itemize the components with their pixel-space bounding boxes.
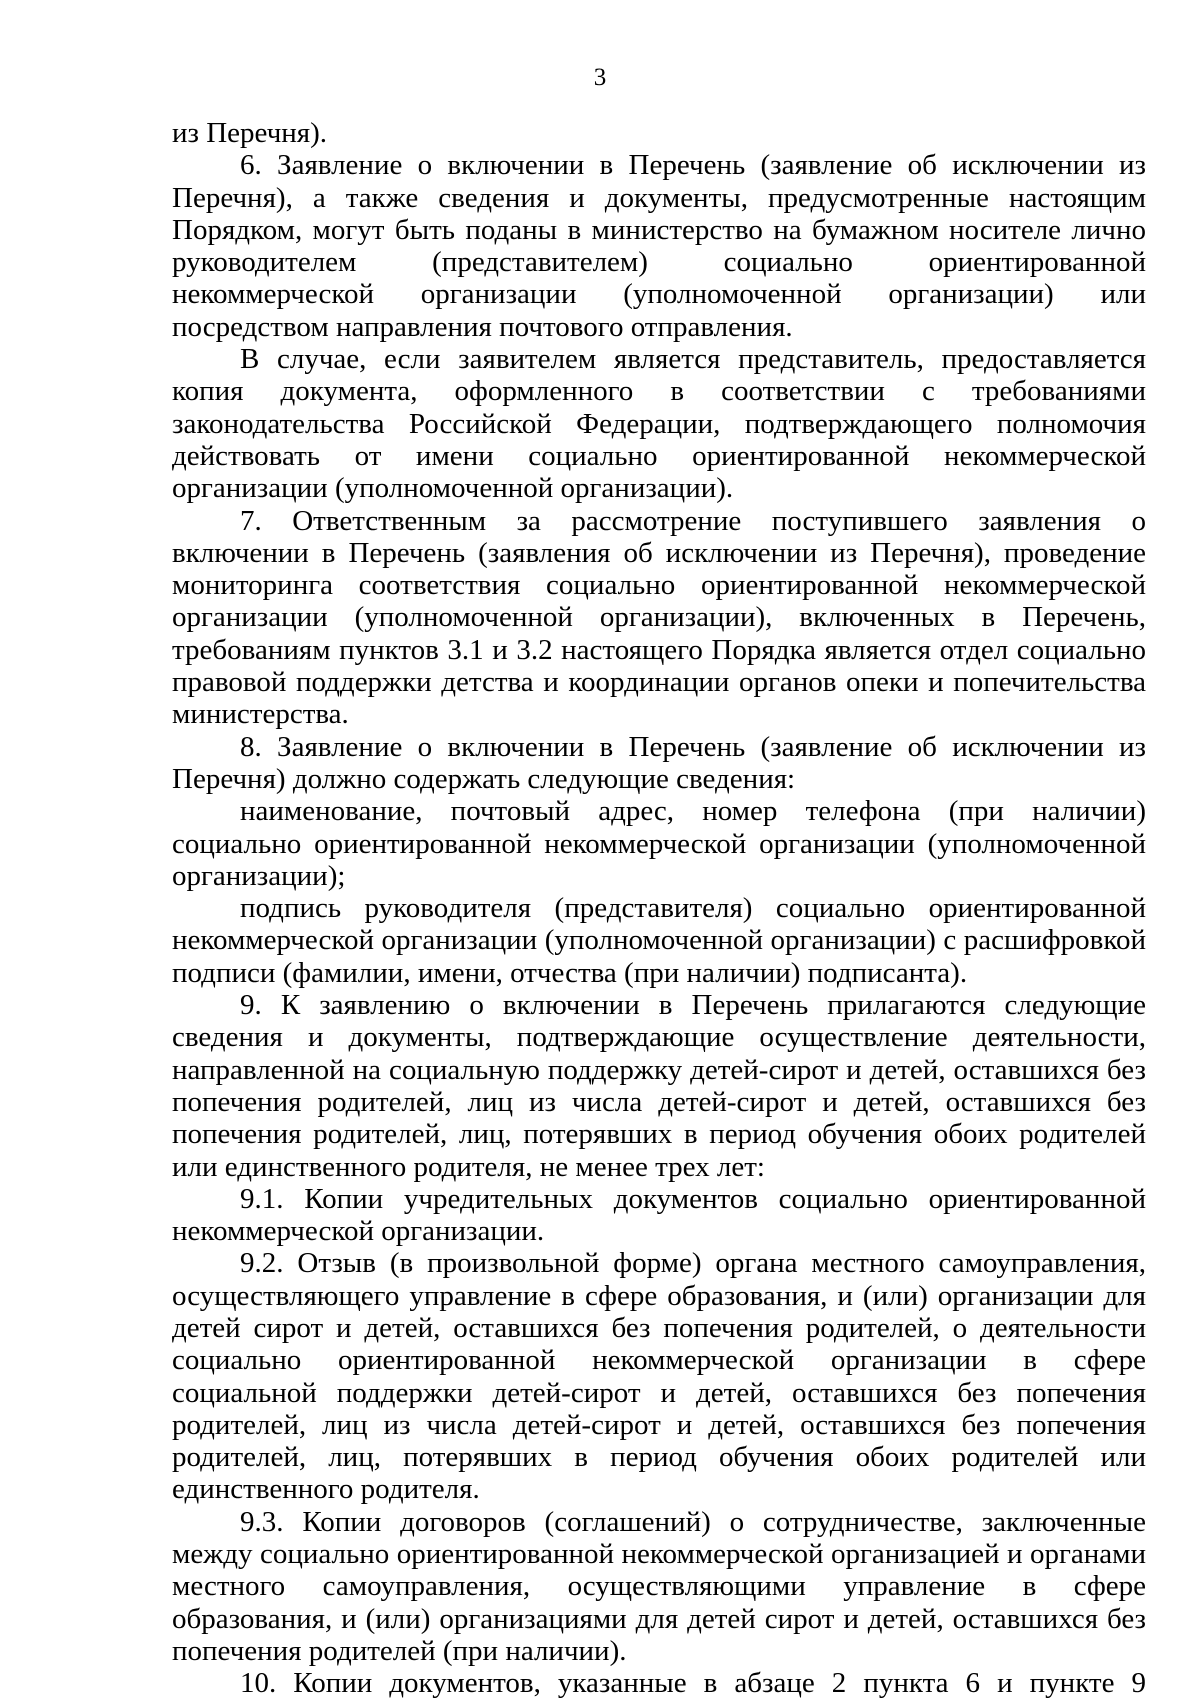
paragraph-item-9-2: 9.2. Отзыв (в произвольной форме) органа местного самоуправления, осуществляющего управление в сфере образования, и (или) организации для детей сирот и детей, оставшихся без попечения родителей, о деятельности социально ориентированной некоммерческой организации в сфере социальной поддержки детей-сирот и детей, оставшихся без попечения родителей, лиц из числа детей-сирот и детей, оставшихся без попечения родителей, лиц, потерявших в период обучения обоих родителей или единственного родителя. bbox=[172, 1247, 1146, 1506]
paragraph-item-8-signature: подпись руководителя (представителя) социально ориентированной некоммерческой организации (уполномоченной организации) с расшифровкой подписи (фамилии, имени, отчества (при наличии) подписанта). bbox=[172, 892, 1146, 989]
paragraph-item-9-3: 9.3. Копии договоров (соглашений) о сотрудничестве, заключенные между социально ориентированной некоммерческой организацией и органами местного самоуправления, осуществляющими управление в сфере образования, и (или) организациями для детей сирот и детей, оставшихся без попечения родителей (при наличии). bbox=[172, 1505, 1146, 1667]
paragraph-item-8: 8. Заявление о включении в Перечень (заявление об исключении из Перечня) должно содержать следующие сведения: bbox=[172, 730, 1146, 795]
document-body bbox=[172, 117, 1146, 1700]
paragraph-continuation: из Перечня). bbox=[172, 117, 328, 149]
paragraph-item-8-name: наименование, почтовый адрес, номер телефона (при наличии) социально ориентированной некоммерческой организации (уполномоченной организации); bbox=[172, 795, 1146, 892]
paragraph-item-9: 9. К заявлению о включении в Перечень прилагаются следующие сведения и документы, подтверждающие осуществление деятельности, направленной на социальную поддержку детей-сирот и детей, оставшихся без попечения родителей, лиц из числа детей-сирот и детей, оставшихся без попечения родителей, лиц, потерявших в период обучения обоих родителей или единственного родителя, не менее трех лет: bbox=[172, 989, 1146, 1183]
paragraph-item-10: 10. Копии документов, указанные в абзаце 2 пункта 6 и пункте 9 bbox=[240, 1667, 1146, 1700]
page-number: 3 bbox=[593, 64, 607, 91]
paragraph-item-6: 6. Заявление о включении в Перечень (заявление об исключении из Перечня), а также сведения и документы, предусмотренные настоящим Порядком, могут быть поданы в министерство на бумажном носителе лично руководителем (представителем) социально ориентированной некоммерческой организации (уполномоченной организации) или посредством направления почтового отправления. bbox=[172, 149, 1146, 343]
paragraph-item-7: 7. Ответственным за рассмотрение поступившего заявления о включении в Перечень (заявления об исключении из Перечня), проведение мониторинга соответствия социально ориентированной некоммерческой организации (уполномоченной организации), включенных в Перечень, требованиям пунктов 3.1 и 3.2 настоящего Порядка является отдел социально правовой поддержки детства и координации органов опеки и попечительства министерства. bbox=[172, 504, 1146, 731]
paragraph-item-9-1: 9.1. Копии учредительных документов социально ориентированной некоммерческой организации. bbox=[172, 1182, 1146, 1248]
paragraph-representative: В случае, если заявителем является представитель, предоставляется копия документа, оформленного в соответствии с требованиями законодательства Российской Федерации, подтверждающего полномочия действовать от имени социально ориентированной некоммерческой организации (уполномоченной организации). bbox=[172, 343, 1146, 505]
